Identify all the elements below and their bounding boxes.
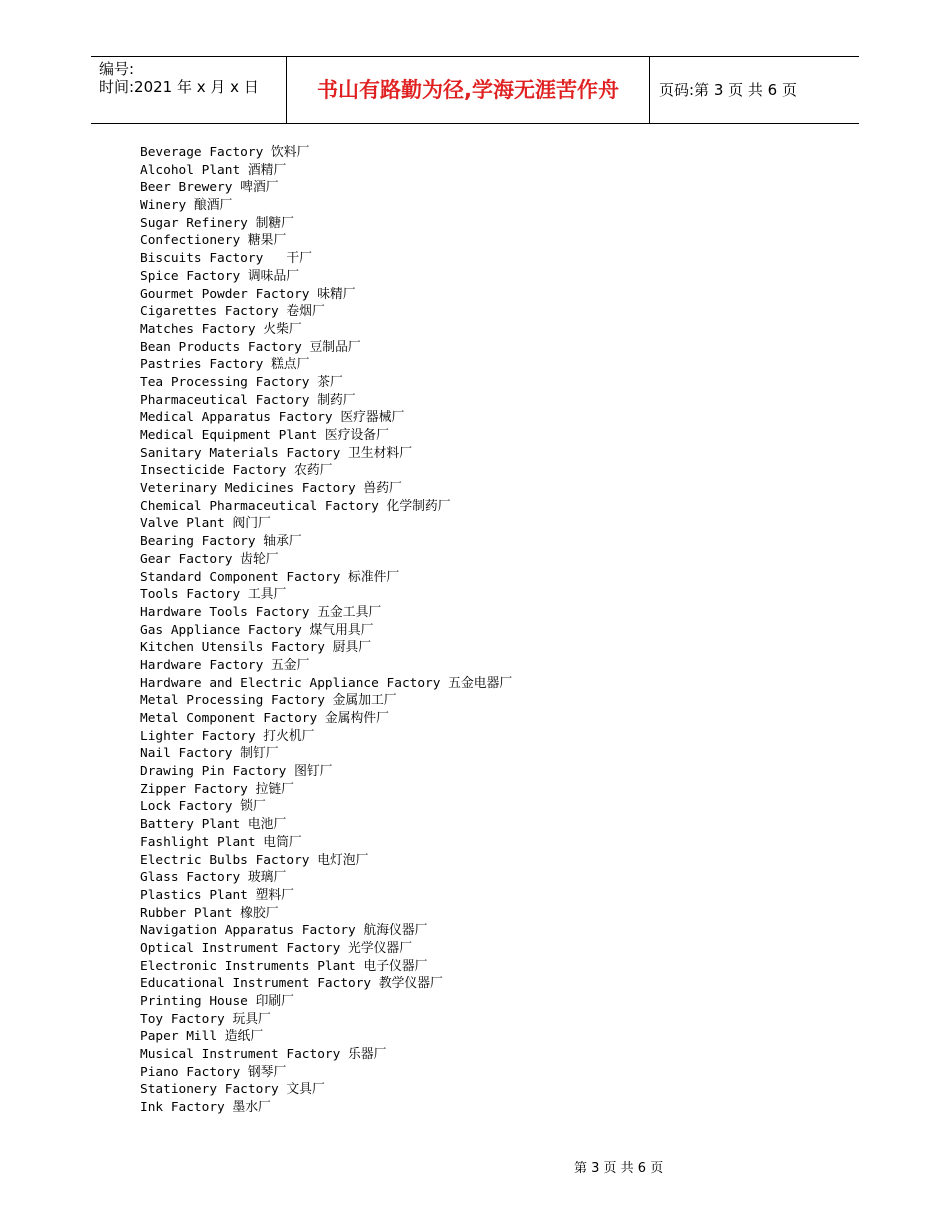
list-item: Bean Products Factory 豆制品厂 <box>140 339 361 355</box>
list-item: Metal Component Factory 金属构件厂 <box>140 711 389 726</box>
header-motto: 书山有路勤为径,学海无涯苦作舟 <box>317 78 619 102</box>
header-page-code: 页码:第 3 页 共 6 页 <box>659 81 797 99</box>
list-item: Medical Apparatus Factory 医疗器械厂 <box>140 410 405 426</box>
list-item: Optical Instrument Factory 光学仪器厂 <box>140 940 413 956</box>
list-item: Kitchen Utensils Factory 厨具厂 <box>140 640 372 656</box>
list-item: Pharmaceutical Factory 制药厂 <box>140 392 356 408</box>
list-item: Tea Processing Factory 茶厂 <box>140 374 343 390</box>
list-item: Tools Factory 工具厂 <box>140 587 287 603</box>
factory-glossary-list <box>140 144 512 1117</box>
list-item: Gear Factory 齿轮厂 <box>140 551 279 567</box>
list-item: Biscuits Factory 干厂 <box>140 251 312 267</box>
list-item: Gourmet Powder Factory 味精厂 <box>140 286 356 302</box>
list-item: Chemical Pharmaceutical Factory 化学制药厂 <box>140 498 451 514</box>
list-item: Hardware and Electric Appliance Factory 五金电器厂 <box>140 675 513 691</box>
list-item: Veterinary Medicines Factory 兽药厂 <box>140 481 402 497</box>
list-item: Alcohol Plant 酒精厂 <box>140 162 287 178</box>
page-header <box>91 56 859 124</box>
list-item: Ink Factory 墨水厂 <box>140 1100 271 1116</box>
list-item: Paper Mill 造纸厂 <box>140 1029 264 1045</box>
list-item: Navigation Apparatus Factory 航海仪器厂 <box>140 923 428 939</box>
list-item: Electric Bulbs Factory 电灯泡厂 <box>140 852 369 868</box>
header-meta <box>99 57 285 123</box>
list-item: Pastries Factory 糕点厂 <box>140 357 310 373</box>
list-item: Printing House 印刷厂 <box>140 994 294 1009</box>
list-item: Beverage Factory 饮料厂 <box>140 145 310 160</box>
list-item: Standard Component Factory 标准件厂 <box>140 569 400 585</box>
list-item: Sanitary Materials Factory 卫生材料厂 <box>140 445 413 461</box>
list-item: Metal Processing Factory 金属加工厂 <box>140 693 397 709</box>
footer-page-number: 第 3 页 共 6 页 <box>574 1161 664 1176</box>
list-item: Drawing Pin Factory 图钉厂 <box>140 764 333 780</box>
list-item: Matches Factory 火柴厂 <box>140 321 302 337</box>
header-divider-right <box>649 57 650 123</box>
list-item: Zipper Factory 拉链厂 <box>140 781 294 797</box>
list-item: Confectionery 糖果厂 <box>140 233 287 249</box>
list-item: Stationery Factory 文具厂 <box>140 1082 325 1098</box>
list-item: Cigarettes Factory 卷烟厂 <box>140 304 325 320</box>
list-item: Toy Factory 玩具厂 <box>140 1011 271 1027</box>
list-item: Bearing Factory 轴承厂 <box>140 534 302 550</box>
list-item: Beer Brewery 啤酒厂 <box>140 180 279 196</box>
list-item: Lock Factory 锁厂 <box>140 799 266 815</box>
document-number-label: 编号: <box>99 60 135 78</box>
list-item: Gas Appliance Factory 煤气用具厂 <box>140 622 374 638</box>
list-item: Medical Equipment Plant 医疗设备厂 <box>140 428 389 443</box>
list-item: Rubber Plant 橡胶厂 <box>140 905 279 921</box>
list-item: Sugar Refinery 制糖厂 <box>140 215 294 231</box>
list-item: Nail Factory 制钉厂 <box>140 746 279 762</box>
list-item: Hardware Factory 五金厂 <box>140 657 310 673</box>
list-item: Battery Plant 电池厂 <box>140 817 287 833</box>
list-item: Glass Factory 玻璃厂 <box>140 870 287 886</box>
list-item: Educational Instrument Factory 教学仪器厂 <box>140 976 443 992</box>
list-item: Spice Factory 调味品厂 <box>140 268 300 284</box>
list-item: Hardware Tools Factory 五金工具厂 <box>140 604 382 620</box>
list-item: Plastics Plant 塑料厂 <box>140 887 294 903</box>
document-time-label: 时间:2021 年 x 月 x 日 <box>99 78 259 96</box>
list-item: Winery 酿酒厂 <box>140 198 233 214</box>
list-item: Electronic Instruments Plant 电子仪器厂 <box>140 958 428 974</box>
list-item: Insecticide Factory 农药厂 <box>140 463 333 479</box>
list-item: Valve Plant 阀门厂 <box>140 516 271 532</box>
list-item: Lighter Factory 打火机厂 <box>140 728 315 744</box>
list-item: Musical Instrument Factory 乐器厂 <box>140 1047 387 1063</box>
list-item: Piano Factory 钢琴厂 <box>140 1064 287 1080</box>
list-item: Fashlight Plant 电筒厂 <box>140 834 302 850</box>
